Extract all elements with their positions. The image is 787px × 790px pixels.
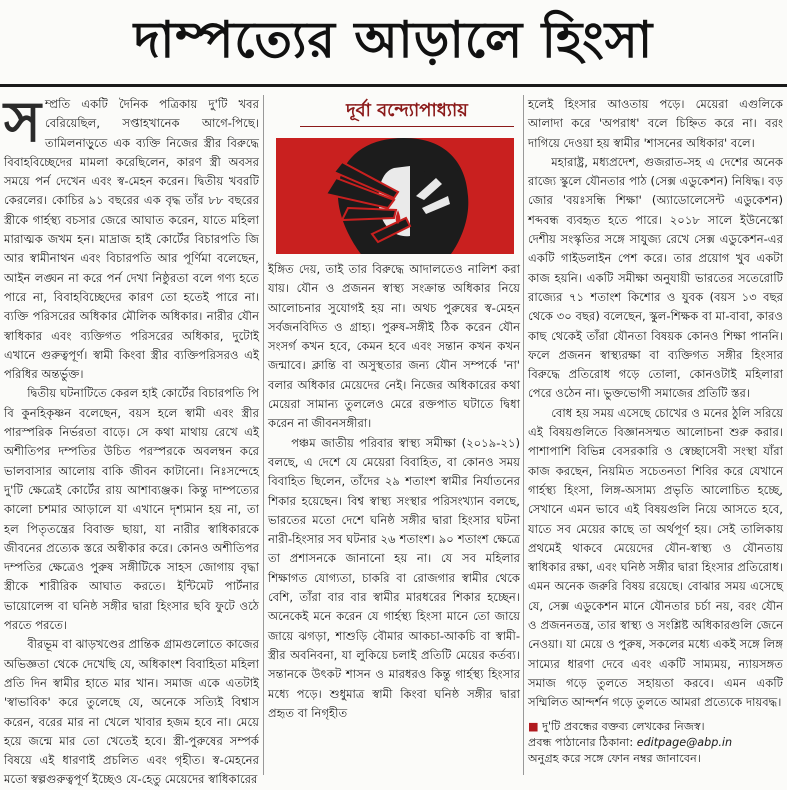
paragraph: মহারাষ্ট্র, মধ্যপ্রদেশ, গুজরাত-সহ এ দেশের অনেক রাজ্যে স্কুলে যৌনতার পাঠ (সেক্স এডুকেশন) নিষিদ্ধ। বড় জোর 'বয়ঃসন্ধি শিক্ষা' (অ্যাডোলেসেন্ট এডুকেশন) শব্দবন্ধ ব্যবহৃত হতে পারে। ২০১৮ সালে ইউনেস্কো দেশীয় সংস্কৃতির সঙ্গে সাযুজ্য রেখে সেক্স এডুকেশন-এর একটি গাইডলাইন পেশ করে। তার প্রয়োগ খুব একটা কাজ হয়নি। একটি সমীক্ষা অনুযায়ী ভারতের সতেরোটি রাজ্যের ৭১ শতাংশ কিশোর ও যুবক (বয়স ১৩ বছর থেকে ৩০ বছর) বলেছেন, স্কুল-শিক্ষক বা মা-বাবা, কারও কাছ থেকেই তাঁরা যৌনতা বিষয়ক কোনও শিক্ষা পাননি। ফলে প্রজনন স্বাস্থ্যরক্ষা বা ব্যক্তিগত সঙ্গীর হিংসার বিরুদ্ধে প্রতিরোধ গড়ে তোলা, কোনওটাই মহিলারা পেরে ওঠেন না। ভুক্তভোগী সমাজের প্রতিটি স্তর। [528,154,783,401]
paragraph: বোধ হয় সময় এসেছে চোখের ও মনের ঠুলি সরিয়ে এই বিষয়গুলিতে বিজ্ঞানসম্মত আলোচনা শুরু করার। পাশাপাশি বিভিন্ন বেসরকারি ও স্বেচ্ছাসেবী সংস্থা যাঁরা কাজ করছেন, নিয়মিত সচেতনতা শিবির করে যেখানে গার্হস্থ্য হিংসা, লিঙ্গ-অসাম্য প্রভৃতি আলোচিত হচ্ছে, সেখানে এমন ভাবে এই বিষয়গুলি নিয়ে আসতে হবে, যাতে সব মেয়ের কাছে তা অর্থপূর্ণ হয়। সেই তালিকায় প্রথমেই থাকবে মেয়েদের যৌন-স্বাস্থ্য ও যৌনতায় স্বাধিকার রক্ষা, এবং ঘনিষ্ঠ সঙ্গীর দ্বারা হিংসার প্রতিরোধ। এমন অনেক জরুরি বিষয় রয়েছে। বোঝার সময় এসেছে যে, সেক্স এডুকেশন মানে যৌনতার চর্চা নয়, বরং যৌন ও প্রজননতন্ত্র, তার স্বাস্থ্য ও সংশ্লিষ্ট অধিকারগুলি জেনে নেওয়া। যা মেয়ে ও পুরুষ, সকলের মধ্যে একই সঙ্গে লিঙ্গ সাম্যের ধারণা দেবে এবং একটি সাম্যময়, ন্যায়সঙ্গত সমাজ গড়ে তুলতে সহায়তা করবে। এমন একটি সম্মিলিত আন্দর্শন গড়ে তুলতে আমরা প্রত্যেকে দায়বদ্ধ। [528,405,783,710]
article-column-1 [4,89,259,787]
column-divider [523,95,524,775]
bullet-square-icon: ■ [528,719,543,733]
editorial-note [528,719,783,767]
submission-label: প্রবন্ধ পাঠানোর ঠিকানা: [528,735,634,749]
paragraph: ইঙ্গিত দেয়, তাই তার বিরুদ্ধে আদালতেও নালিশ করা যায়। যৌন ও প্রজনন স্বাস্থ্য সংক্রান্ত অধিকার নিয়ে আলোচনার সুযোগই হয় না। অথচ পুরুষের স্ব-মেহন সর্বজনবিদিত ও গ্রাহ্য। পুরুষ-সঙ্গীই ঠিক করেন যৌন সংসর্গ কখন হবে, কেমন হবে এবং সন্তান কখন কখন জন্মাবে। ক্লান্তি বা অসুস্থতার জন্য যৌন সম্পর্কে 'না' বলার অধিকার মেয়েদের নেই। নিজের অধিকারের কথা মেয়েরা সামান্য তুললেও মেরে রক্তপাত ঘটাতে দ্বিধা করেন না জীবনসঙ্গীরা। [268,262,520,431]
illustration [276,138,514,254]
paragraph: দ্বিতীয় ঘটনাটিতে কেরল হাই কোর্টের বিচারপতি পি বি কুনহিকৃষ্ণন বলেছেন, বয়স হলে স্বামী এবং স্ত্রীর পারস্পরিক নির্ভরতা বাড়ে। সে কথা মাথায় রেখে এই অশীতিপর দম্পতির উচিত পরস্পরকে অবলম্বন করে ভালবাসার আলোয় বাকি জীবন কাটানো। নিঃসন্দেহে দু'টি ক্ষেত্রেই কোর্টের রায় আশাব্যঞ্জক। কিন্তু দাম্পত্যের কালো চশমার আড়ালে যা এখানে দৃশ্যমান হয় না, তা হল পিতৃতন্ত্রের বিবাক্ত ছায়া, যা নারীর স্বাধিকারকে জীবনের প্রত্যেক স্তরে অস্বীকার করে। কোনও অশীতিপর দম্পতির ক্ষেত্রেও পুরুষ সঙ্গীটিকে সাহস জোগায় বৃদ্ধা স্ত্রীকে শারীরিক আঘাত করতে। ইন্টিমেট পার্টনার ভায়োলেন্স বা ঘনিষ্ঠ সঙ্গীর দ্বারা হিংসার ছবি ফুটে ওঠে পরতে পরতে। [4,386,259,633]
headline: দাম্পত্যের আড়ালে হিংসা [133,10,654,69]
phone-note: অনুগ্রহ করে সঙ্গে ফোন নম্বর জানাবেন। [528,751,701,765]
submission-email[interactable]: editpage@abp.in [636,735,733,749]
paragraph: হলেই হিংসার আওতায় পড়ে। মেয়েরা এগুলিকে আলাদা করে 'অপরাধ' বলে চিহ্নিত করে না। বরং দাগিয়ে দেওয়া হয় স্বামীর 'শাসনের অধিকার' বলে। [528,97,783,150]
paragraph: ম্প্রতি একটি দৈনিক পত্রিকায় দু'টি খবর বেরিয়েছিল, সপ্তাহখানেক আগে-পিছে। তামিলনাড়ুতে এক ব্যক্তি নিজের স্ত্রীর বিরুদ্ধে বিবাহবিচ্ছেদের মামলা করেছিলেন, কারণ স্ত্রী অবসর সময়ে পর্ন দেখেন এবং স্ব-মেহন করেন। দ্বিতীয় খবরটি কেরলের। কোচির ৯১ বছরের এক বৃদ্ধ তাঁর ৮৮ বছরের স্ত্রীকে গার্হস্থ্য বচসার জেরে আঘাত করেন, যাতে মহিলা মারাত্মক জখম হন। মাদ্রাজ হাই কোর্টের বিচারপতি জি আর স্বামীনাথন এবং বিচারপতি আর পূর্ণিমা বলেছেন, আইন লঙ্ঘন না করে পর্ন দেখা নিষ্ঠুরতা বলে গণ্য হতে পারে না, বিবাহবিচ্ছেদের কারণ তো হতেই পারে না। ব্যক্তি পরিসরের অধিকার মৌলিক অধিকার। নারীর যৌন স্বাধিকার এবং ব্যক্তিগত পরিসরের অধিকার, দুটোই এখানে গুরুত্বপূর্ণ। স্বামী কিংবা স্ত্রীর ব্যক্তিপরিসরও এই পরিধির অন্তর্ভুক্ত। [4,97,259,382]
author-byline: দূর্বা বন্দ্যোপাধ্যায় [300,96,514,127]
paragraph: বীরভূম বা ঝাড়খণ্ডের প্রান্তিক গ্রামগুলোতে কাজের অভিজ্ঞতা থেকে দেখেছি যে, অধিকাংশ বিবাহিতা মহিলা প্রতি দিন স্বামীর হাতে মার খান। সমাজ একে এতটাই 'স্বাভাবিক' করে তুলেছে যে, অনেকে সত্যিই বিশ্বাস করেন, বরের মার না খেলে খাবার হজম হবে না। মেয়ে হয়ে জন্মে মার তো খেতেই হবে। স্ত্রী-পুরুষের সম্পর্ক বিষয়ে এই ধারণাই প্রচলিত এবং গৃহীত। স্ব-মেহনের মতো স্বল্পগুরুত্বপূর্ণ ইচ্ছেও যে-হেতু মেয়েদের স্বাধিকারের [4,637,259,787]
headline-rule [0,84,787,87]
dropcap: স [4,89,41,155]
disclaimer: দু'টি প্রবন্ধের বক্তব্য লেখকের নিজস্ব। [542,719,705,733]
article-column-3 [528,95,783,775]
column-divider [263,95,264,775]
article-column-2 [268,260,520,775]
paragraph: পঞ্চম জাতীয় পরিবার স্বাস্থ্য সমীক্ষা (২০১৯-২১) বলছে, এ দেশে যে মেয়েরা বিবাহিত, বা কোনও সময় বিবাহিত ছিলেন, তাঁদের ২৯ শতাংশ স্বামীর নির্যাতনের শিকার হয়েছেন। বিশ্ব স্বাস্থ্য সংস্থার পরিসংখ্যান বলছে, ভারতের মতো দেশে ঘনিষ্ঠ সঙ্গীর দ্বারা হিংসার ঘটনা নারী-হিংসার সব ঘটনার ২৬ শতাংশ। ৯০ শতাংশ ক্ষেত্রে তা প্রশাসনকে জানানো হয় না। যে সব মহিলার শিক্ষাগত যোগ্যতা, চাকরি বা রোজগার স্বামীর থেকে বেশি, তাঁরা বার বার স্বামীর মারধরের শিকার হচ্ছেন। অনেকেই মনে করেন যে গার্হস্থ্য হিংসা মানে তো জায়ে জায়ে ঝগড়া, শাশুড়ি বৌমার আকচা-আকচি বা স্বামী-স্ত্রীর অবনিবনা, যা লুকিয়ে চলাই প্রতিটি মেয়ের কর্তব্য। সন্তানকে উৎকট শাসন ও মারধরও কিন্তু গার্হস্থ্য হিংসার মধ্যে পড়ে। শুধুমাত্র স্বামী কিংবা ঘনিষ্ঠ সঙ্গীর দ্বারা প্রহৃত বা নিগৃহীত [268,435,520,720]
